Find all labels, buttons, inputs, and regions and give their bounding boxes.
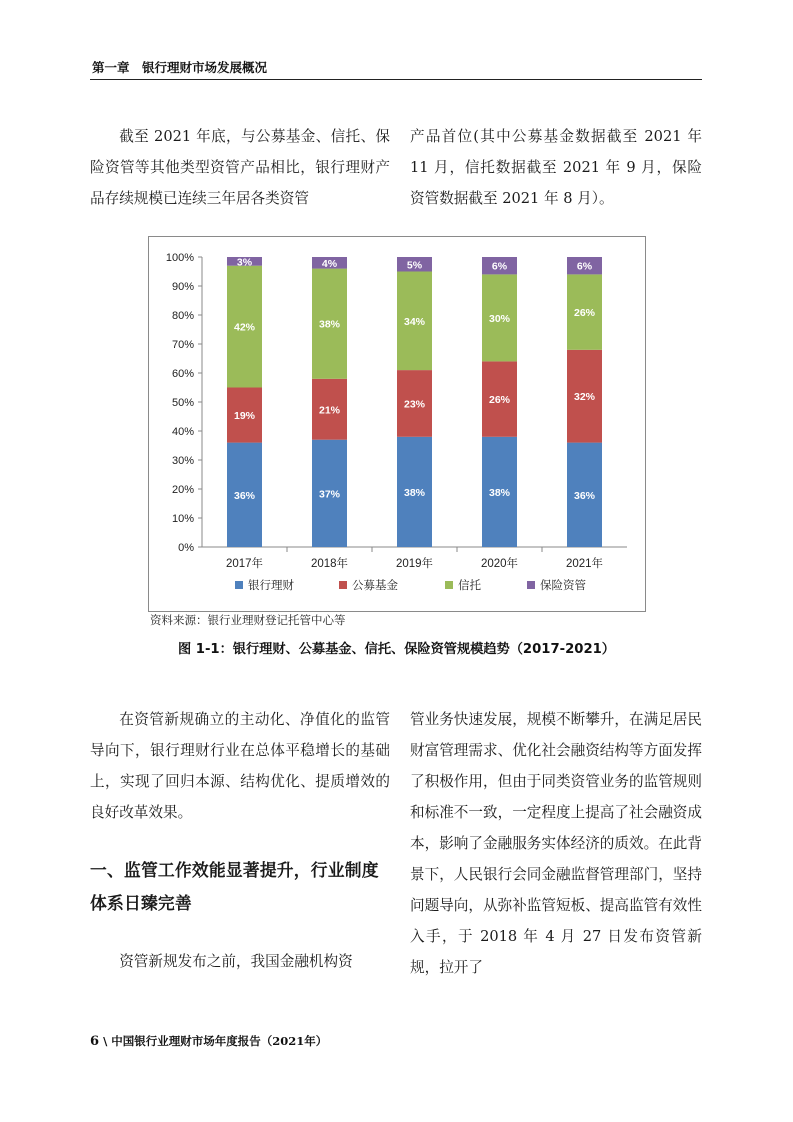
x-tick-label: 2020年 — [480, 558, 519, 570]
data-label: 38% — [403, 486, 426, 499]
legend-swatch — [445, 581, 453, 589]
y-tick-label: 50% — [171, 397, 194, 409]
x-tick-label: 2017年 — [225, 558, 264, 570]
top-text-right — [410, 121, 702, 214]
section-heading: 一、监管工作效能显著提升，行业制度体系日臻完善 — [90, 860, 379, 913]
figure-source: 资料来源：银行业理财登记托管中心等 — [150, 613, 346, 627]
data-label: 38% — [318, 318, 341, 331]
data-label: 23% — [403, 398, 426, 411]
y-tick-label: 20% — [171, 484, 194, 496]
body-paragraph-right: 管业务快速发展，规模不断攀升，在满足居民财富管理需求、优化社会融资结构等方面发挥了积极作用，但由于同类资管业务的监管规则和标准不一致，一定程度上提高了社会融资成本，影响了金融服务实体经济的质效。在此背景下，人民银行会同金融监督管理部门，坚持问题导向，从弥补监管短板、提高监管有效性入手，于 2018 年 4 月 27 日发布资管新规，拉开了 — [410, 711, 702, 976]
legend-swatch — [235, 581, 243, 589]
body-right-column — [410, 704, 702, 983]
legend-swatch — [339, 581, 347, 589]
legend-label: 公募基金 — [352, 580, 398, 592]
top-paragraph-left: 截至 2021 年底，与公募基金、信托、保险资管等其他类型资管产品相比，银行理财产品存续规模已连续三年居各类资管 — [90, 128, 390, 207]
y-tick-label: 10% — [171, 513, 194, 525]
data-label: 38% — [488, 486, 511, 499]
data-label: 6% — [576, 260, 593, 273]
y-tick-label: 90% — [171, 281, 194, 293]
y-tick-label: 80% — [171, 310, 194, 322]
y-tick-label: 70% — [171, 339, 194, 351]
data-label: 32% — [573, 391, 596, 404]
data-label: 42% — [233, 321, 256, 334]
data-label: 6% — [491, 260, 508, 273]
top-text-left — [90, 121, 390, 214]
top-paragraph-right: 产品首位(其中公募基金数据截至 2021 年 11 月，信托数据截至 2021 年 9 月，保险资管数据截至 2021 年 8 月）。 — [410, 128, 702, 207]
y-tick-label: 100% — [165, 252, 194, 264]
footer-separator: \ — [103, 1034, 108, 1048]
body-paragraph-2: 资管新规发布之前，我国金融机构资 — [119, 953, 353, 970]
data-label: 21% — [318, 404, 341, 417]
data-label: 4% — [321, 257, 338, 270]
body-left-column — [90, 704, 390, 977]
data-label: 36% — [573, 489, 596, 502]
header-rule — [90, 79, 702, 80]
legend-label: 信托 — [458, 580, 481, 592]
x-tick-label: 2019年 — [395, 558, 434, 570]
data-label: 34% — [403, 315, 426, 328]
data-label: 26% — [573, 307, 596, 320]
x-tick-label: 2021年 — [565, 558, 604, 570]
data-label: 37% — [318, 488, 341, 501]
body-paragraph-1: 在资管新规确立的主动化、净值化的监管导向下，银行理财行业在总体平稳增长的基础上，实现了回归本源、结构优化、提质增效的良好改革效果。 — [90, 711, 390, 821]
page-number: 6 — [90, 1034, 100, 1049]
footer-title: 中国银行业理财市场年度报告（2021年） — [111, 1034, 328, 1048]
data-label: 36% — [233, 489, 256, 502]
y-tick-label: 40% — [171, 426, 194, 438]
stacked-bar-chart — [148, 236, 646, 612]
legend-swatch — [527, 581, 535, 589]
data-label: 26% — [488, 394, 511, 407]
page-footer — [90, 1033, 327, 1049]
data-label: 5% — [406, 259, 423, 272]
data-label: 19% — [233, 410, 256, 423]
y-tick-label: 60% — [171, 368, 194, 380]
legend-label: 银行理财 — [248, 580, 294, 592]
y-tick-label: 0% — [178, 542, 194, 554]
x-tick-label: 2018年 — [310, 558, 349, 570]
running-header: 第一章 银行理财市场发展概况 — [92, 60, 268, 75]
chart-canvas — [149, 237, 645, 611]
data-label: 30% — [488, 312, 511, 325]
legend-label: 保险资管 — [540, 580, 586, 592]
figure-caption: 图 1-1：银行理财、公募基金、信托、保险资管规模趋势（2017-2021） — [178, 642, 615, 657]
y-tick-label: 30% — [171, 455, 194, 467]
data-label: 3% — [236, 256, 253, 269]
